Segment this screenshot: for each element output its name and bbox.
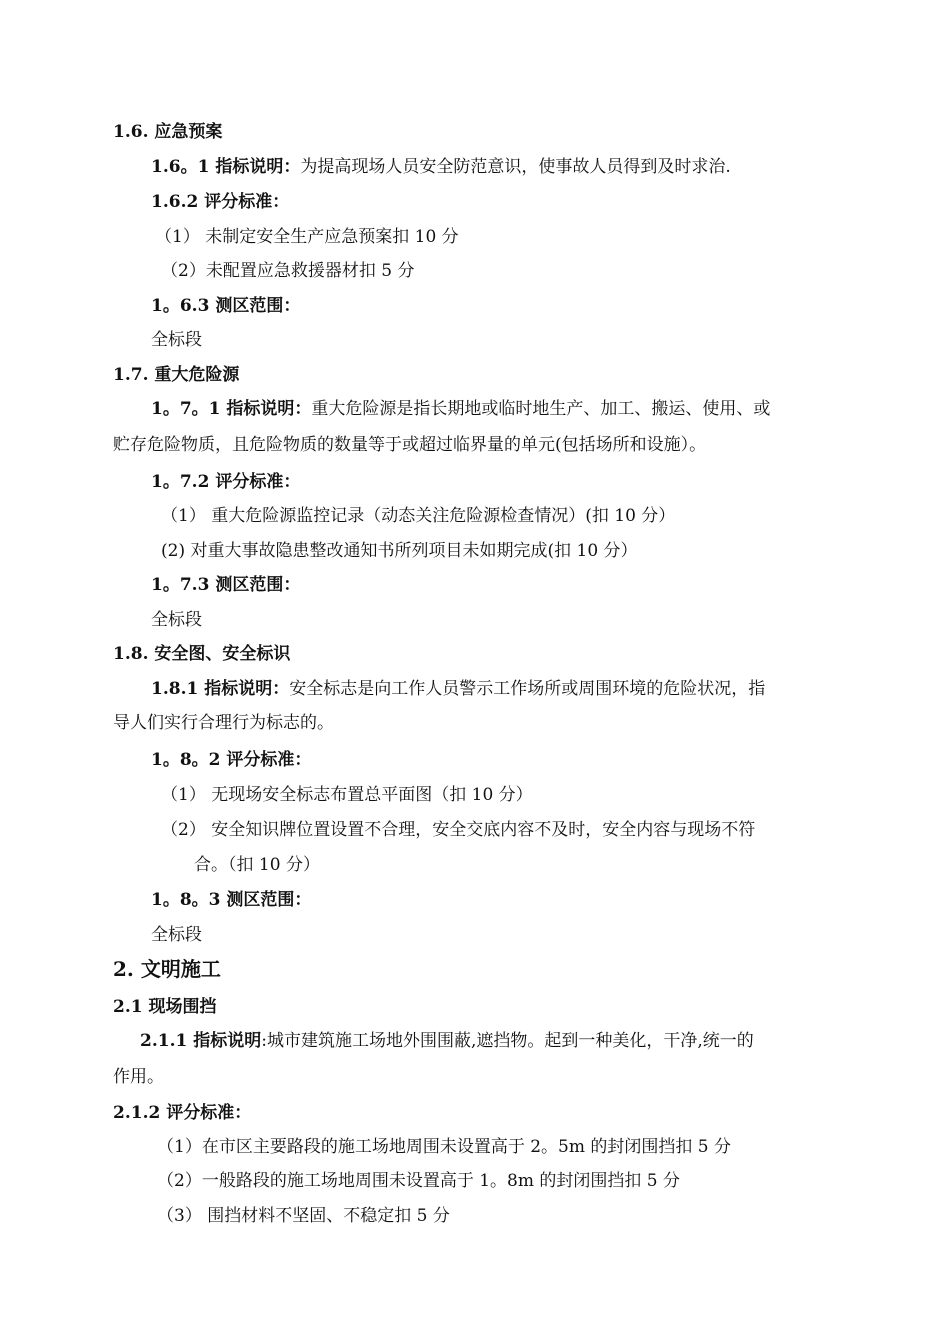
indicator-text-continued: 贮存危险物质，且危险物质的数量等于或超过临界量的单元(包括场所和设施）。	[113, 435, 707, 455]
indicator-text: 为提高现场人员安全防范意识，使事故人员得到及时求治.	[300, 157, 731, 177]
indicator-1-7-1	[151, 397, 770, 421]
criteria-item: （1） 无现场安全标志布置总平面图（扣 10 分）	[161, 785, 533, 805]
indicator-2-1-1	[140, 1029, 754, 1053]
criteria-item: （1）在市区主要路段的施工场地周围未设置高于 2。5m 的封闭围挡扣 5 分	[157, 1137, 731, 1157]
indicator-text: 重大危险源是指长期地或临时地生产、加工、搬运、使用、或	[311, 399, 771, 419]
criteria-label-1-8-2: 1。8。2 评分标准：	[151, 750, 312, 770]
indicator-1-6-1	[151, 155, 731, 179]
criteria-item: （2） 安全知识牌位置设置不合理，安全交底内容不及时，安全内容与现场不符	[161, 820, 756, 840]
indicator-label: 1。7。1 指标说明：	[151, 399, 312, 419]
indicator-label: 2.1.1 指标说明	[140, 1031, 262, 1051]
indicator-label: 1.6。1 指标说明：	[151, 157, 301, 177]
indicator-text-continued: 作用。	[113, 1067, 164, 1087]
criteria-item-continued: 合。（扣 10 分）	[194, 855, 320, 875]
section-heading-1-6: 1.6. 应急预案	[113, 122, 223, 142]
section-heading-2-1: 2.1 现场围挡	[113, 997, 217, 1017]
section-heading-1-8: 1.8. 安全图、安全标识	[113, 644, 291, 664]
criteria-item: (2) 对重大事故隐患整改通知书所列项目未如期完成(扣 10 分）	[161, 541, 638, 561]
indicator-text-continued: 导人们实行合理行为标志的。	[113, 713, 334, 733]
criteria-label-2-1-2: 2.1.2 评分标准：	[113, 1103, 252, 1123]
indicator-text: :城市建筑施工场地外围围蔽,遮挡物。起到一种美化，干净,统一的	[261, 1031, 754, 1051]
section-heading-2: 2. 文明施工	[113, 957, 221, 981]
criteria-label-1-6-2: 1.6.2 评分标准：	[151, 192, 290, 212]
indicator-text: 安全标志是向工作人员警示工作场所或周围环境的危险状况，指	[289, 679, 766, 699]
section-heading-1-7: 1.7. 重大危险源	[113, 365, 240, 385]
scope-label-1-6-3: 1。6.3 测区范围：	[151, 296, 301, 316]
indicator-1-8-1	[151, 677, 765, 701]
scope-text: 全标段	[151, 330, 202, 350]
criteria-item: （2）一般路段的施工场地周围未设置高于 1。8m 的封闭围挡扣 5 分	[157, 1171, 680, 1191]
criteria-item: （3） 围挡材料不坚固、不稳定扣 5 分	[157, 1206, 450, 1226]
indicator-label: 1.8.1 指标说明：	[151, 679, 290, 699]
criteria-item: （1） 未制定安全生产应急预案扣 10 分	[155, 227, 459, 247]
scope-text: 全标段	[151, 925, 202, 945]
criteria-item: （1） 重大危险源监控记录（动态关注危险源检查情况）(扣 10 分）	[161, 506, 676, 526]
criteria-label-1-7-2: 1。7.2 评分标准：	[151, 472, 301, 492]
criteria-item: （2）未配置应急救援器材扣 5 分	[161, 261, 415, 281]
scope-text: 全标段	[151, 610, 202, 630]
scope-label-1-8-3: 1。8。3 测区范围：	[151, 890, 312, 910]
scope-label-1-7-3: 1。7.3 测区范围：	[151, 575, 301, 595]
